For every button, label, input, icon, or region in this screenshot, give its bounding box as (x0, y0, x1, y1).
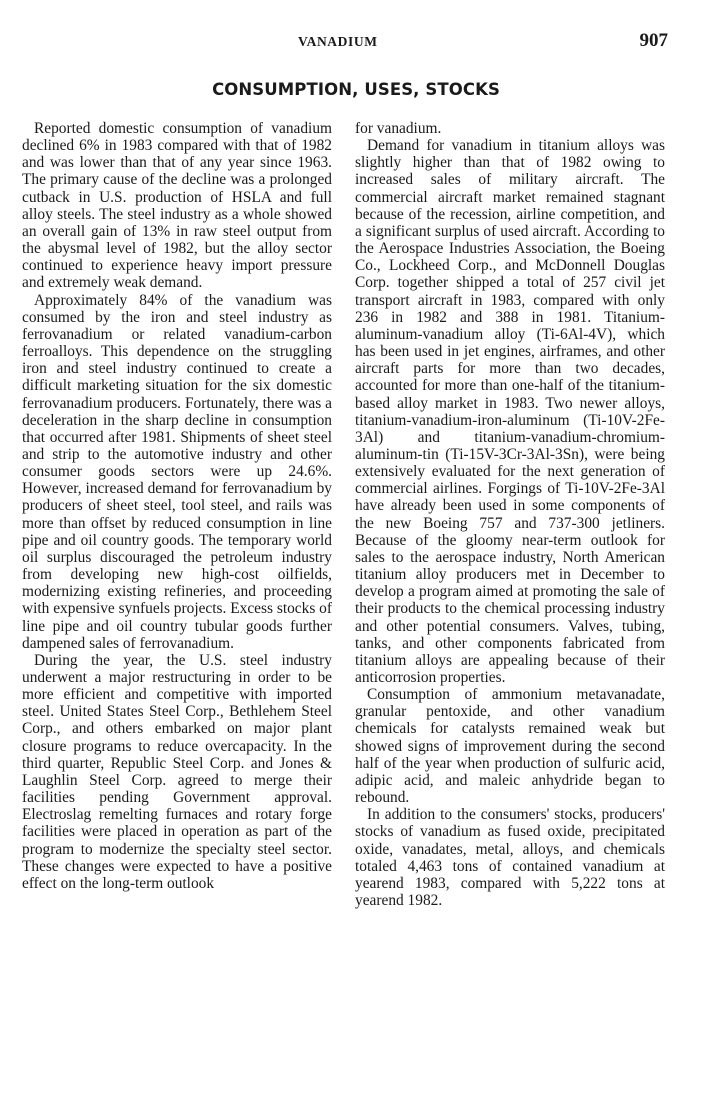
section-title: CONSUMPTION, USES, STOCKS (212, 80, 500, 99)
paragraph: Consumption of ammonium metavanadate, granular pentoxide, and other vanadium chemicals for catalysts remained weak but showed signs of improvement during the second half of the year when production of sulfuric acid, adipic acid, and maleic anhydride began to rebound. (355, 686, 665, 807)
running-head (0, 30, 712, 56)
paragraph-continuation: for vanadium. (355, 120, 442, 137)
paragraph: During the year, the U.S. steel industry underwent a major restructuring in order to be more efficient and competitive with imported steel. United States Steel Corp., Bethlehem Steel Corp., and others embarked on major plant closure programs to reduce overcapacity. In the third quarter, Republic Steel Corp. and Jones & Laughlin Steel Corp. agreed to merge their facilities pending Government approval. Electroslag remelting furnaces and rotary forge facilities were placed in operation as part of the program to modernize the specialty steel sector. These changes were expected to have a positive effect on the long-term outlook (22, 651, 332, 892)
left-column (22, 120, 332, 892)
paragraph: Demand for vanadium in titanium alloys was slightly higher than that of 1982 owing to increased sales of military aircraft. The commercial aircraft market remained stagnant because of the recession, airline competition, and a significant surplus of used aircraft. According to the Aerospace Industries Association, the Boeing Co., Lockheed Corp., and McDonnell Douglas Corp. together shipped a total of 257 civil jet transport aircraft in 1983, compared with only 236 in 1982 and 388 in 1981. Titanium-aluminum-vanadium alloy (Ti-6Al-4V), which has been used in jet engines, airframes, and other aircraft parts for more than two decades, accounted for more than one-half of the titanium-based alloy market in 1983. Two newer alloys, titanium-vanadium-iron-aluminum (Ti-10V-2Fe-3Al) and titanium-vanadium-chromium-aluminum-tin (Ti-15V-3Cr-3Al-3Sn), were being extensively evaluated for the next generation of commercial airlines. Forgings of Ti-10V-2Fe-3Al have already been used in some components of the new Boeing 757 and 737-300 jetliners. Because of the gloomy near-term outlook for sales to the aerospace industry, North American titanium alloy producers met in December to develop a program aimed at promoting the sale of their products to the chemical processing industry and other potential consumers. Valves, tubing, tanks, and other components fabricated from titanium alloys are appealing because of their anticorrosion properties. (355, 137, 665, 686)
paragraph: Approximately 84% of the vanadium was consumed by the iron and steel industry as ferrovanadium or related vanadium-carbon ferroalloys. This dependence on the struggling iron and steel industry continued to create a difficult marketing situation for the six domestic ferrovanadium producers. Fortunately, there was a deceleration in the sharp decline in consumption that occurred after 1981. Shipments of sheet steel and strip to the automotive industry and other consumer goods sectors were up 24.6%. However, increased demand for ferrovanadium by producers of sheet steel, tool steel, and rails was more than offset by reduced consumption in line pipe and oil country goods. The temporary world oil surplus discouraged the petroleum industry from developing new high-cost oilfields, modernizing existing refineries, and proceeding with expensive synfuels projects. Excess stocks of line pipe and oil country tubular goods further dampened sales of ferrovanadium. (22, 291, 332, 652)
paragraph: Reported domestic consumption of vanadium declined 6% in 1983 compared with that of 1982 and was lower than that of any year since 1963. The primary cause of the decline was a prolonged cutback in U.S. production of HSLA and full alloy steels. The steel industry as a whole showed an overall gain of 13% in raw steel output from the abysmal level of 1982, but the alloy sector continued to experience heavy import pressure and extremely weak demand. (22, 120, 332, 292)
running-title: VANADIUM (298, 34, 378, 49)
paragraph: In addition to the consumers' stocks, producers' stocks of vanadium as fused oxide, precipitated oxide, vanadates, metal, alloys, and chemicals totaled 4,463 tons of contained vanadium at yearend 1983, compared with 5,222 tons at yearend 1982. (355, 806, 665, 910)
page-number: 907 (639, 30, 668, 51)
right-column (355, 120, 665, 909)
